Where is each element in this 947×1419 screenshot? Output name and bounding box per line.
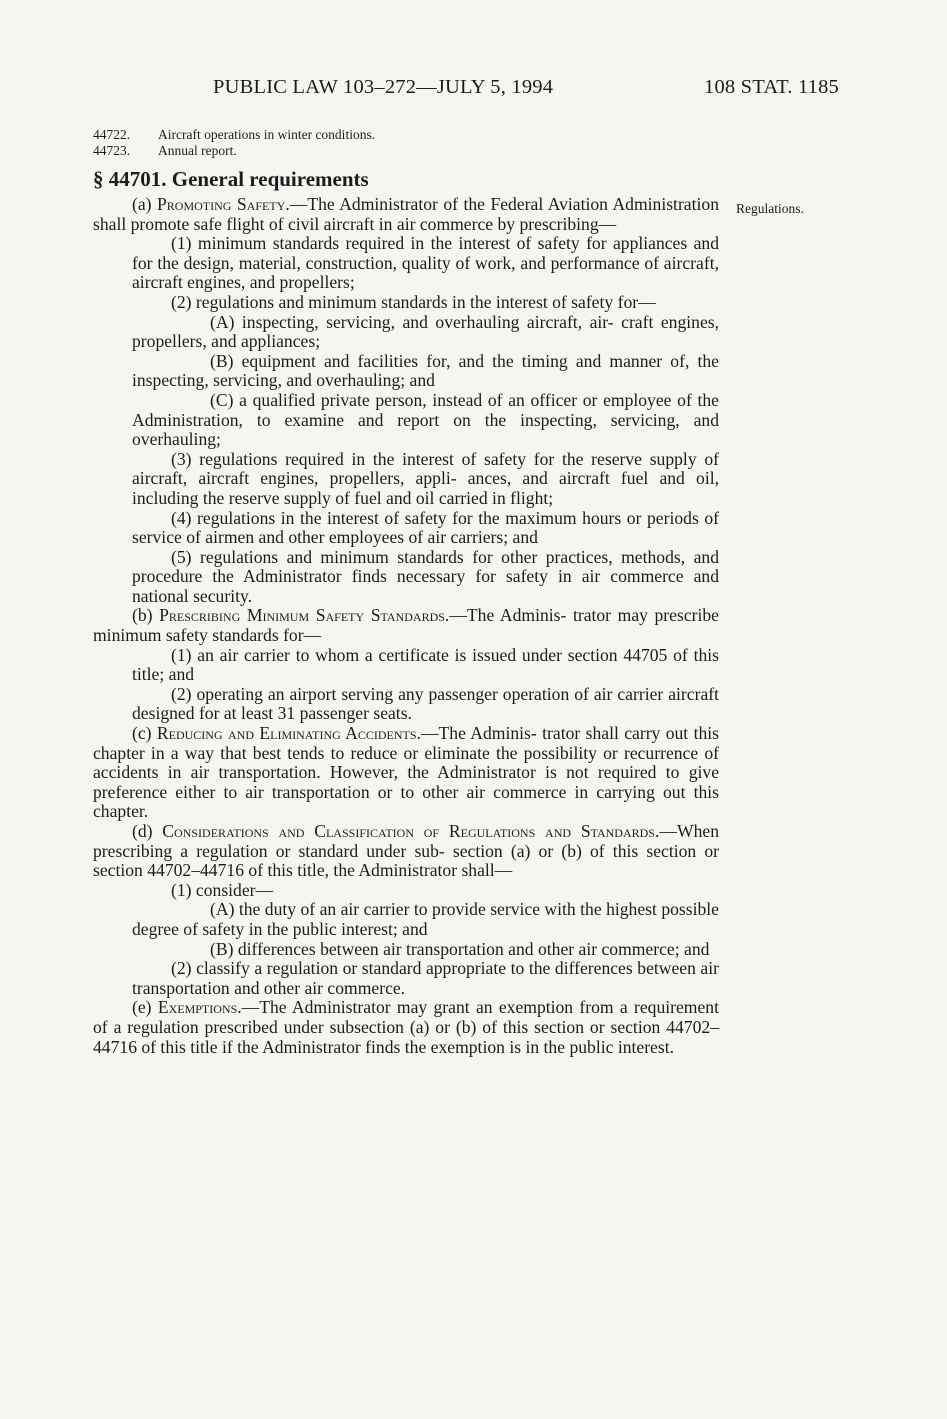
clause-paragraph xyxy=(93,450,719,509)
paragraph-text: (C) a qualified private person, instead of an officer or employee of the Administration, to examine and report on the inspecting, servicing, and overhauling; xyxy=(132,389,719,450)
subsection-caption: Promoting Safety. xyxy=(157,194,290,214)
paragraph-text: —The Administrator may grant an exemption from a requirement of a regulation prescribed under subsection (a) or (b) of this section or section 44702–44716 of this title if the Administrator finds the exemption is in the public interest. xyxy=(93,997,719,1057)
subsection-paragraph xyxy=(93,822,719,881)
section-body xyxy=(93,195,719,1057)
toc-entry xyxy=(93,127,375,143)
paragraph-text: (A) inspecting, servicing, and overhauling aircraft, air- craft engines, propellers, and appliances; xyxy=(132,311,719,352)
margin-note: Regulations. xyxy=(736,201,804,216)
clause-paragraph xyxy=(93,959,719,998)
paragraph-text: (4) regulations in the interest of safety for the maximum hours or periods of service of airmen and other employees of air carriers; and xyxy=(132,507,719,548)
paragraph-text: (A) the duty of an air carrier to provide service with the highest possible degree of safety in the public interest; and xyxy=(132,899,719,939)
subsection-label: (b) xyxy=(132,605,160,626)
clause-paragraph xyxy=(93,352,719,391)
section-heading: § 44701. General requirements xyxy=(93,167,369,191)
paragraph-text: —When prescribing a regulation or standard under sub- section (a) or (b) of this section or section 44702–44716 of this title, the Administrator shall— xyxy=(93,821,719,881)
toc-number: 44723. xyxy=(93,143,131,158)
subsection-paragraph xyxy=(93,998,719,1057)
subsection-caption: Reducing and Eliminating Accidents. xyxy=(156,723,421,744)
clause-paragraph xyxy=(93,900,719,939)
paragraph-text: (B) differences between air transportation and other air commerce; and xyxy=(210,938,710,959)
clause-paragraph xyxy=(93,313,719,352)
toc-entry xyxy=(93,143,375,159)
subsection-caption: Prescribing Minimum Safety Standards. xyxy=(159,605,450,626)
paragraph-text: (1) minimum standards required in the interest of safety for appliances and for the design, material, construction, quality of work, and performance of aircraft, aircraft engines, and propellers; xyxy=(132,233,719,293)
subsection-paragraph xyxy=(93,195,719,234)
clause-paragraph xyxy=(93,646,719,685)
table-of-contents xyxy=(93,127,375,159)
subsection-label: (d) xyxy=(132,821,163,841)
subsection-label: (c) xyxy=(132,723,157,744)
toc-number: 44722. xyxy=(93,127,131,142)
clause-paragraph xyxy=(93,391,719,450)
paragraph-text: (2) regulations and minimum standards in the interest of safety for— xyxy=(171,291,656,312)
paragraph-text: (1) an air carrier to whom a certificate is issued under section 44705 of this title; and xyxy=(132,644,719,685)
clause-paragraph xyxy=(93,940,719,960)
paragraph-text: (2) classify a regulation or standard appropriate to the differences between air transportation and other air commerce. xyxy=(132,958,719,998)
subsection-paragraph xyxy=(93,724,719,822)
subsection-caption: Exemptions. xyxy=(157,997,242,1018)
clause-paragraph xyxy=(93,881,719,901)
clause-paragraph xyxy=(93,293,719,313)
clause-paragraph xyxy=(93,509,719,548)
toc-text: Annual report. xyxy=(158,143,237,158)
paragraph-text: —The Adminis- trator shall carry out this chapter in a way that best tends to reduce or eliminate the possibility or recurrence of accidents in air transportation. However, the Administrator is not required to give preference either to air transportation or to other air commerce in carrying out this chapter. xyxy=(93,723,719,822)
subsection-paragraph xyxy=(93,606,719,645)
toc-text: Aircraft operations in winter conditions. xyxy=(158,127,376,142)
clause-paragraph xyxy=(93,234,719,293)
paragraph-text: —The Administrator of the Federal Aviation Administration shall promote safe flight of civil aircraft in air commerce by prescribing— xyxy=(93,194,719,234)
subsection-label: (a) xyxy=(132,194,157,214)
paragraph-text: (3) regulations required in the interest of safety for the reserve supply of aircraft, aircraft engines, propellers, appli- ances, and aircraft fuel and oil, including the reserve supply of fuel and oil carried in flight; xyxy=(132,448,719,508)
running-header-stat: 108 STAT. 1185 xyxy=(704,76,839,98)
subsection-label: (e) xyxy=(132,997,158,1018)
subsection-caption: Considerations and Classification of Regulations and Standards. xyxy=(162,821,660,841)
paragraph-text: —The Adminis- trator may prescribe minimum safety standards for— xyxy=(93,605,719,646)
paragraph-text: (5) regulations and minimum standards for other practices, methods, and procedure the Administrator finds necessary for safety in air commerce and national security. xyxy=(132,546,719,606)
clause-paragraph xyxy=(93,685,719,724)
paragraph-text: (2) operating an airport serving any passenger operation of air carrier aircraft designed for at least 31 passenger seats. xyxy=(132,683,719,724)
running-header-title: PUBLIC LAW 103–272—JULY 5, 1994 xyxy=(213,76,554,98)
paragraph-text: (1) consider— xyxy=(171,879,274,900)
clause-paragraph xyxy=(93,548,719,607)
paragraph-text: (B) equipment and facilities for, and the timing and manner of, the inspecting, servicing, and overhauling; and xyxy=(132,350,719,391)
